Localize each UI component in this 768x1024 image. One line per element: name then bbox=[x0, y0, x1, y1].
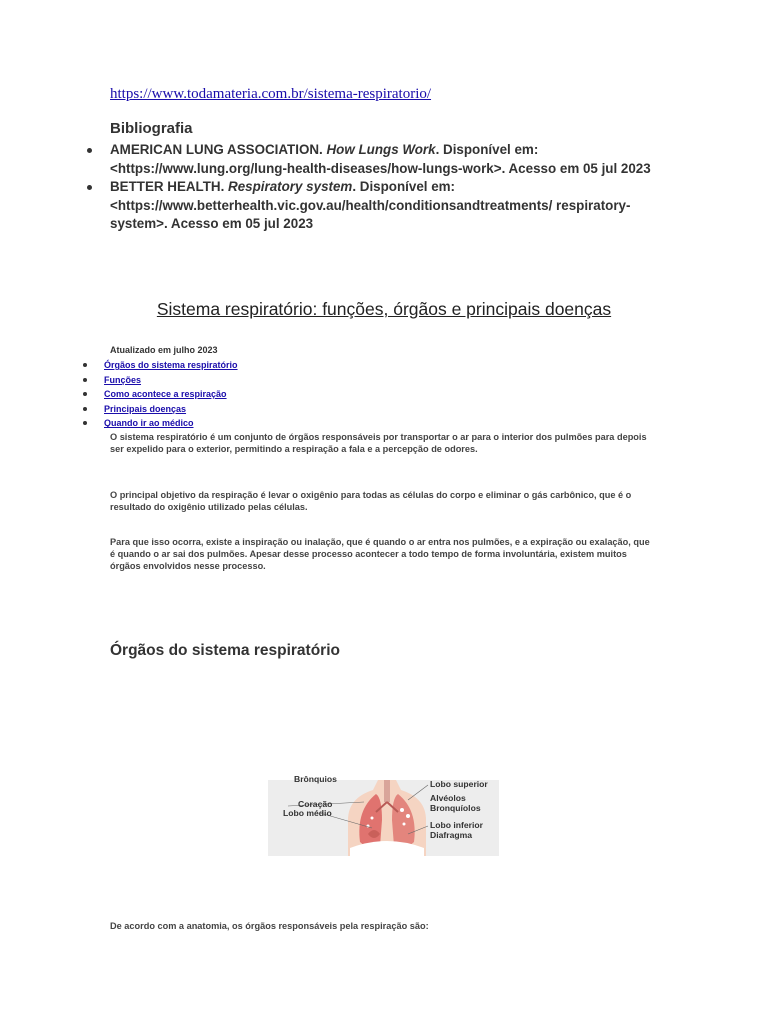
bibliography-heading: Bibliografia bbox=[110, 120, 193, 137]
bibliography-item: BETTER HEALTH. Respiratory system. Disponível em: <https://www.betterhealth.vic.gov.au/health/conditionsandtreatments/ respiratory-system>. Acesso em 05 jul 2023 bbox=[84, 178, 684, 234]
bullet-icon bbox=[83, 392, 87, 396]
toc-item-respiracao bbox=[80, 388, 238, 403]
toc-item-orgaos bbox=[80, 359, 238, 374]
source-link[interactable]: https://www.todamateria.com.br/sistema-respiratorio/ bbox=[110, 86, 432, 102]
bullet-icon bbox=[87, 148, 92, 153]
bullet-icon bbox=[83, 378, 87, 382]
table-of-contents bbox=[80, 359, 238, 432]
toc-link-orgaos[interactable]: Órgãos do sistema respiratório bbox=[104, 360, 238, 370]
closing-sentence: De acordo com a anatomia, os órgãos responsáveis pela respiração são: bbox=[110, 921, 429, 931]
toc-item-medico bbox=[80, 417, 238, 432]
toc-item-doencas bbox=[80, 403, 238, 418]
bullet-icon bbox=[83, 421, 87, 425]
bibliography-list bbox=[84, 141, 684, 234]
label-bronquiolos: Bronquíolos bbox=[430, 803, 481, 813]
toc-link-doencas[interactable]: Principais doenças bbox=[104, 403, 187, 414]
toc-link-medico[interactable]: Quando ir ao médico bbox=[104, 418, 194, 429]
label-diafragma: Diafragma bbox=[430, 830, 473, 840]
objective-paragraph: O principal objetivo da respiração é levar o oxigênio para todas as células do corpo e eliminar o gás carbônico, que é o resultado do oxigênio utilizado pelas células. bbox=[110, 490, 632, 512]
label-lobo-inferior: Lobo inferior bbox=[430, 820, 483, 830]
toc-link-respiracao[interactable]: Como acontece a respiração bbox=[104, 389, 227, 400]
bullet-icon bbox=[87, 185, 92, 190]
bullet-icon bbox=[83, 407, 87, 411]
label-bronquios: Brônquios bbox=[294, 774, 337, 784]
updated-date: Atualizado em julho 2023 bbox=[110, 345, 218, 355]
intro-paragraph: O sistema respiratório é um conjunto de órgãos responsáveis por transportar o ar para o interior dos pulmões para depois ser expelido para o exterior, permitindo a respiração a fala e a percepção de odores. bbox=[110, 432, 647, 454]
label-alveolos: Alvéolos bbox=[430, 793, 466, 803]
section-heading: Órgãos do sistema respiratório bbox=[110, 642, 340, 659]
process-paragraph: Para que isso ocorra, existe a inspiração ou inalação, que é quando o ar entra nos pulmões, e a expiração ou exalação, que é quando o ar sai dos pulmões. Apesar desse processo acontecer a todo tempo de forma involuntária, existem muitos órgãos envolvidos nesse processo. bbox=[110, 537, 650, 571]
respiratory-system-figure bbox=[268, 774, 499, 856]
bullet-icon bbox=[83, 363, 87, 367]
toc-item-funcoes bbox=[80, 374, 238, 389]
lungs-illustration bbox=[268, 780, 499, 856]
toc-link-funcoes[interactable]: Funções bbox=[104, 374, 142, 385]
bibliography-item: AMERICAN LUNG ASSOCIATION. How Lungs Work. Disponível em: <https://www.lung.org/lung-health-diseases/how-lungs-work>. Acesso em 05 jul 2023 bbox=[84, 141, 684, 178]
label-lobo-superior: Lobo superior bbox=[430, 779, 488, 789]
label-lobo-medio: Lobo médio bbox=[283, 808, 332, 818]
label-coracao: Coração bbox=[298, 799, 333, 809]
article-title: Sistema respiratório: funções, órgãos e principais doenças bbox=[156, 299, 612, 319]
